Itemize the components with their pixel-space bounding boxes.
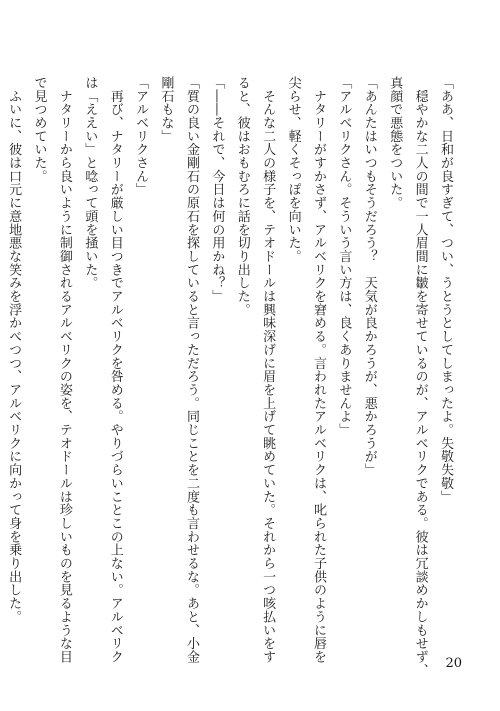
text-line: は「ええい」と唸って頭を掻いた。 xyxy=(82,76,98,290)
page-number: 20 xyxy=(445,656,462,671)
text-line: 「アルベリクさん。そういう言い方は、良くありませんよ」 xyxy=(336,76,352,437)
text-line: 「質の良い金剛石の原石を探していると言っただろう。同じことを二度も言わせるな。あと、小金 xyxy=(183,76,199,664)
text-line: ナタリーから良いように制御されるアルベリクの姿を、テオドールは珍しいものを見るような目 xyxy=(56,76,72,664)
text-line: ふいに、彼は口元に意地悪な笑みを浮かべつつ、アルベリクに向かって身を乗り出した。 xyxy=(6,76,22,624)
text-line: 「ああ、日和が良すぎて、つい、うとうとしてしまったよ。失敬失敬」 xyxy=(438,76,453,504)
text-line: ると、彼はおもむろに話を切り出した。 xyxy=(234,76,250,317)
text-line: 「あんたはいつもそうだろう？ 天気が良かろうが、悪かろうが」 xyxy=(361,76,377,477)
text-line: 再び、ナタリーが厳しい目つきでアルベリクを咎める。やりづらいことこの上ない。アルベリク xyxy=(107,76,123,664)
text-line: 尖らせ、軽くそっぽを向いた。 xyxy=(285,76,301,263)
text-line: 「アルベリクさん」 xyxy=(133,76,149,197)
text-line: 穏やかな二人の間で一人眉間に皺を寄せているのが、アルベリクである。彼は冗談めかしもせず、 xyxy=(412,76,428,677)
text-line: 剛石もな」 xyxy=(158,76,174,143)
text-line: ナタリーがすかさず、アルベリクを窘める。言われたアルベリクは、叱られた子供のように唇を xyxy=(310,76,326,664)
text-line: そんな二人の様子を、テオドールは興味深げに眉を上げて眺めていた。それから一つ咳払いをす xyxy=(260,76,276,664)
text-line: 「――それで、今日は何の用かね？」 xyxy=(209,76,225,303)
text-line: で見つめていた。 xyxy=(31,76,47,183)
text-line: 真顔で悪態をついた。 xyxy=(387,76,403,210)
